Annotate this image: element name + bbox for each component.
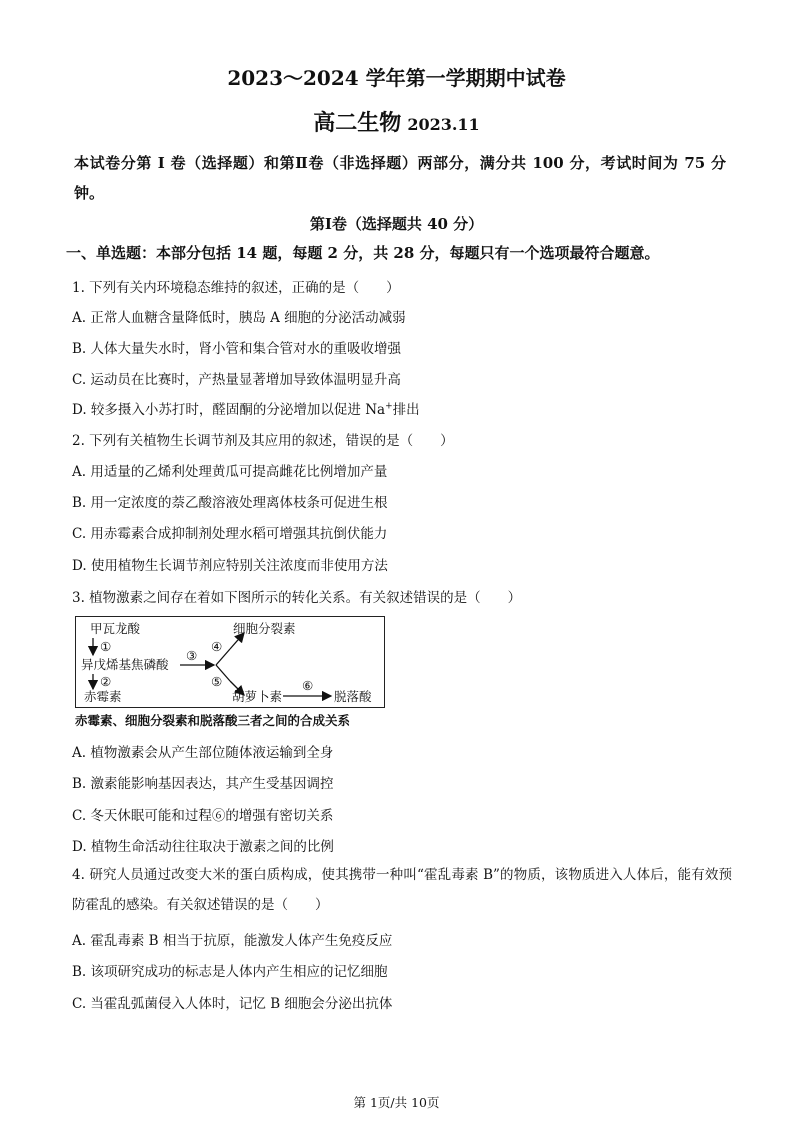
node-abscisic-acid: 脱落酸 bbox=[334, 689, 372, 704]
node-gibberellin: 赤霉素 bbox=[84, 689, 122, 704]
step-4-label: ④ bbox=[211, 639, 223, 654]
question-4-option-c: C. 当霍乱弧菌侵入人体时，记忆 B 细胞会分泌出抗体 bbox=[72, 996, 393, 1012]
option-d-text: D. 较多摄入小苏打时，醛固酮的分泌增加以促进 Na bbox=[72, 402, 386, 418]
exam-title: 2023～2024 学年第一学期期中试卷 bbox=[227, 66, 566, 90]
plus-superscript: + bbox=[385, 401, 393, 412]
diagram-caption: 赤霉素、细胞分裂素和脱落酸三者之间的合成关系 bbox=[75, 713, 351, 728]
question-1-option-d bbox=[72, 398, 732, 418]
question-2-stem: 2. 下列有关植物生长调节剂及其应用的叙述，错误的是（ ） bbox=[72, 433, 454, 449]
page-footer: 第 1页/共 10页 bbox=[353, 1095, 440, 1110]
part-1-title: 第Ⅰ卷（选择题共 40 分） bbox=[309, 215, 484, 233]
question-2-option-a: A. 用适量的乙烯利处理黄瓜可提高雌花比例增加产量 bbox=[72, 464, 388, 480]
question-4-option-b: B. 该项研究成功的标志是人体内产生相应的记忆细胞 bbox=[72, 964, 388, 980]
hormone-synthesis-diagram bbox=[75, 616, 385, 708]
question-2-option-d: D. 使用植物生长调节剂应特别关注浓度而非使用方法 bbox=[72, 558, 388, 574]
node-mevalonic-acid: 甲瓦龙酸 bbox=[90, 621, 141, 636]
question-3-option-a: A. 植物激素会从产生部位随体液运输到全身 bbox=[72, 745, 334, 761]
question-2-option-c: C. 用赤霉素合成抑制剂处理水稻可增强其抗倒伏能力 bbox=[72, 526, 388, 542]
diagram-svg bbox=[76, 617, 384, 707]
subject-name: 高二生物 bbox=[313, 110, 402, 136]
question-4-option-a: A. 霍乱毒素 B 相当于抗原，能激发人体产生免疫反应 bbox=[72, 933, 393, 949]
exam-subtitle bbox=[0, 106, 793, 137]
exam-instructions: 本试卷分第 I 卷（选择题）和第Ⅱ卷（非选择题）两部分，满分共 100 分，考试时间为 75 分钟。 bbox=[74, 154, 726, 202]
question-1-option-c: C. 运动员在比赛时，产热量显著增加导致体温明显升高 bbox=[72, 372, 401, 388]
node-carotene: 胡萝卜素 bbox=[232, 689, 283, 704]
question-3-stem: 3. 植物激素之间存在着如下图所示的转化关系。有关叙述错误的是（ ） bbox=[72, 590, 522, 606]
section-1-heading: 一、单选题：本部分包括 14 题，每题 2 分，共 28 分，每题只有一个选项最符合题意。 bbox=[66, 244, 660, 262]
question-1-stem: 1. 下列有关内环境稳态维持的叙述，正确的是（ ） bbox=[72, 280, 400, 296]
step-5-label: ⑤ bbox=[211, 674, 223, 689]
exam-date: 2023.11 bbox=[407, 115, 480, 134]
question-3-option-c: C. 冬天休眠可能和过程⑥的增强有密切关系 bbox=[72, 808, 334, 824]
question-2-option-b: B. 用一定浓度的萘乙酸溶液处理离体枝条可促进生根 bbox=[72, 495, 388, 511]
question-1-option-b: B. 人体大量失水时，肾小管和集合管对水的重吸收增强 bbox=[72, 341, 402, 357]
step-2-label: ② bbox=[100, 674, 112, 689]
step-3-label: ③ bbox=[186, 648, 198, 663]
question-1-option-a: A. 正常人血糖含量降低时，胰岛 A 细胞的分泌活动减弱 bbox=[72, 310, 406, 326]
question-3-option-d: D. 植物生命活动往往取决于激素之间的比例 bbox=[72, 839, 334, 855]
step-1-label: ① bbox=[100, 639, 112, 654]
node-ipp: 异戊烯基焦磷酸 bbox=[81, 657, 169, 672]
question-4-stem: 4. 研究人员通过改变大米的蛋白质构成，使其携带一种叫“霍乱毒素 B”的物质，该物质进入人体后，能有效预防霍乱的感染。有关叙述错误的是（ ） bbox=[72, 867, 732, 913]
question-3-option-b: B. 激素能影响基因表达，其产生受基因调控 bbox=[72, 776, 334, 792]
option-d-tail: 排出 bbox=[392, 402, 420, 418]
node-cytokinin: 细胞分裂素 bbox=[233, 621, 296, 636]
step-6-label: ⑥ bbox=[302, 678, 314, 693]
